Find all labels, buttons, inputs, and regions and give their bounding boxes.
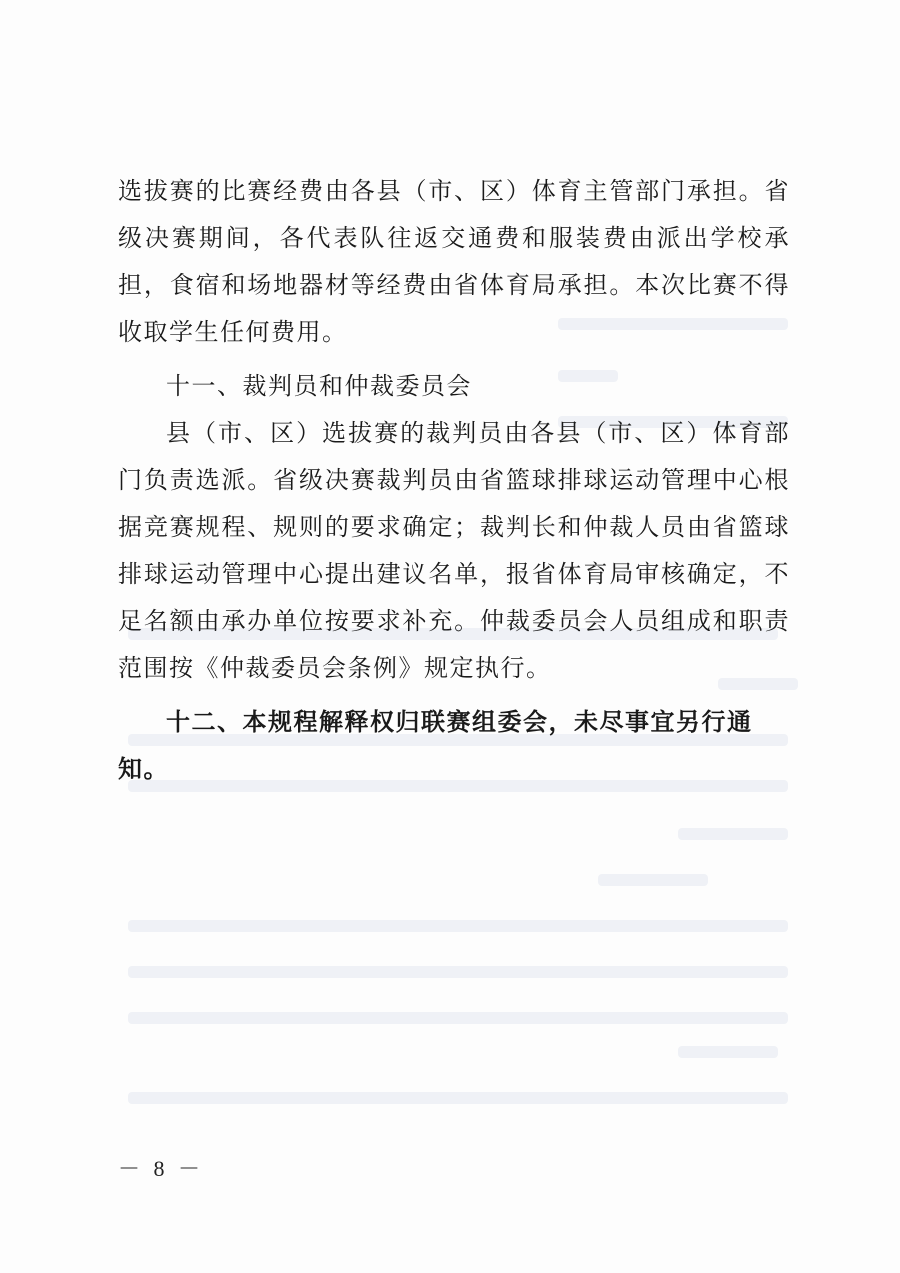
section-heading-11: 十一、裁判员和仲裁委员会 — [166, 372, 472, 400]
paragraph-funding-continued: 选拔赛的比赛经费由各县（市、区）体育主管部门承担。省级决赛期间，各代表队往返交通费和服装费由派出学校承担，食宿和场地器材等经费由省体育局承担。本次比赛不得收取学生任何费用。 — [118, 177, 790, 346]
paragraph-referees: 县（市、区）选拔赛的裁判员由各县（市、区）体育部门负责选派。省级决赛裁判员由省篮球排球运动管理中心根据竞赛规程、规则的要求确定；裁判长和仲裁人员由省篮球排球运动管理中心提出建议名单，报省体育局审核确定，不足名额由承办单位按要求补充。仲裁委员会人员组成和职责范围按《仲裁委员会条例》规定执行。 — [118, 419, 790, 682]
page-number: － 8 － — [118, 1156, 205, 1181]
section-heading-12: 十二、本规程解释权归联赛组委会，未尽事宜另行通知。 — [118, 708, 753, 783]
document-body — [118, 168, 790, 793]
